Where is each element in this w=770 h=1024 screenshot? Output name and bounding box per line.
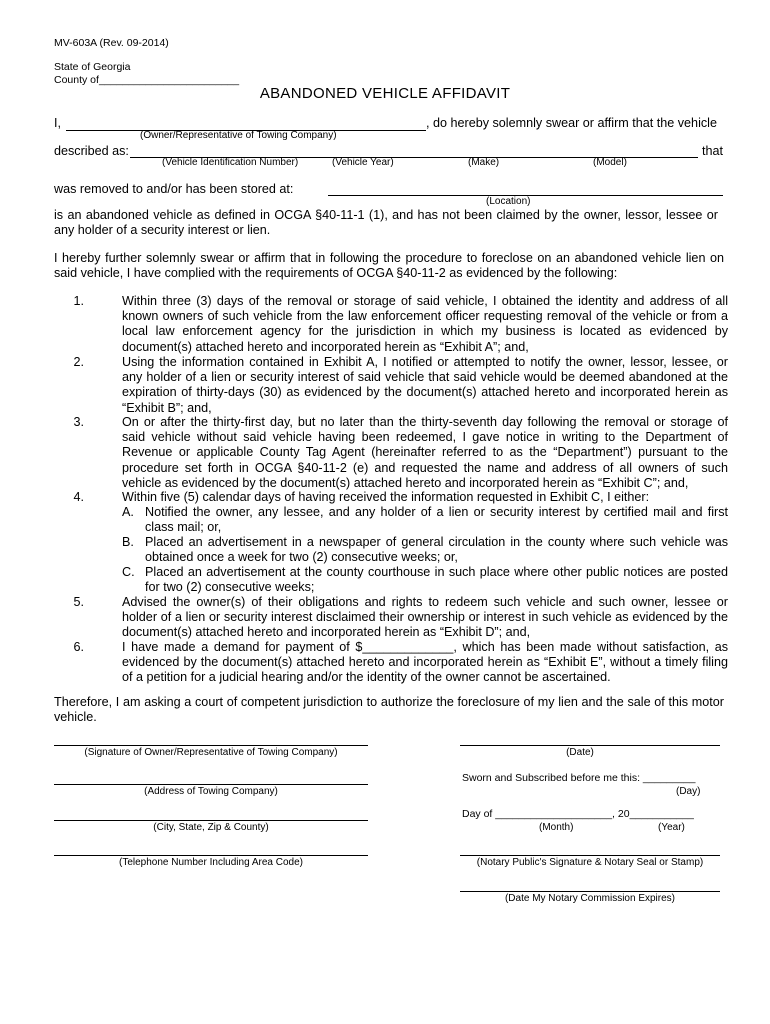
item-3-text: On or after the thirty-first day, but no later than the thirty-seventh day following the removal or storage of said vehicle without said vehicle having been redeemed, I gave notice in writing to the Department of Revenue or applicable County Tag Agent (hereinafter referred to as the “Department”) pursuant to the procedure set forth in OCGA §40-11-2 (e) and requested the name and address of all owners of such vehicle as evidenced by the document(s) attached hereto and incorporated herein as “Exhibit C”; and,: [122, 415, 728, 490]
item-3-number: 3.: [73, 415, 84, 429]
owner-signature-field[interactable]: [54, 745, 368, 746]
page-title: ABANDONED VEHICLE AFFIDAVIT: [259, 85, 511, 102]
item-2-number: 2.: [73, 355, 84, 369]
model-caption: (Model): [593, 157, 627, 168]
item-4-number: 4.: [73, 490, 84, 504]
described-as-label: described as:: [54, 144, 129, 158]
owner-caption: (Owner/Representative of Towing Company): [140, 130, 337, 141]
abandoned-paragraph: is an abandoned vehicle as defined in OCGA §40-11-1 (1), and has not been claimed by the owner, lessor, lessee or any holder of a security interest or lien.: [54, 208, 718, 238]
subitem-b: B. Placed an advertisement in a newspaper of general circulation in the county where such vehicle was obtained once a week for two (2) consecutive weeks; or,: [122, 535, 728, 565]
date-field[interactable]: [460, 745, 720, 746]
i-label: I,: [54, 116, 61, 130]
city-field[interactable]: [54, 820, 368, 821]
date-caption: (Date): [566, 747, 594, 758]
swear-text: , do hereby solemnly swear or affirm that the vehicle: [426, 116, 717, 130]
notary-signature-field[interactable]: [460, 855, 720, 856]
county-field[interactable]: County of________________________: [54, 74, 240, 86]
month-caption: (Month): [539, 822, 574, 833]
city-caption: (City, State, Zip & County): [153, 822, 269, 833]
therefore-paragraph: Therefore, I am asking a court of competent jurisdiction to authorize the foreclosure of my lien and the sale of this motor vehicle.: [54, 695, 724, 725]
address-caption: (Address of Towing Company): [144, 786, 278, 797]
day-of-field[interactable]: Day of ____________________, 20___________: [462, 808, 694, 820]
state-label: State of Georgia: [54, 61, 131, 73]
vin-caption: (Vehicle Identification Number): [162, 157, 299, 168]
location-caption: (Location): [486, 196, 531, 207]
commission-field[interactable]: [460, 891, 720, 892]
item-6-text: I have made a demand for payment of $_____________, which has been made without satisfaction, as evidenced by the document(s) attached hereto and incorporated herein as “Exhibit E”, without a timely filing of a petition for a judicial hearing and/or the identity of the owner cannot be ascertained.: [122, 640, 728, 685]
day-caption: (Day): [676, 786, 701, 797]
form-number: MV-603A (Rev. 09-2014): [54, 37, 169, 49]
item-1-number: 1.: [73, 294, 84, 308]
year-caption-notary: (Year): [658, 822, 685, 833]
commission-caption: (Date My Notary Commission Expires): [504, 893, 676, 904]
item-6-number: 6.: [73, 640, 84, 654]
sworn-text[interactable]: Sworn and Subscribed before me this: _________: [462, 772, 696, 784]
item-4-text: Within five (5) calendar days of having received the information requested in Exhibit C, I either:: [122, 490, 650, 504]
subitem-c: C. Placed an advertisement at the county courthouse in such place where other public notices are posted for two (2) consecutive weeks;: [122, 565, 728, 595]
further-paragraph: I hereby further solemnly swear or affirm that in following the procedure to foreclose on an abandoned vehicle lien on said vehicle, I have complied with the requirements of OCGA §40-11-2 as evidenced by the following:: [54, 251, 724, 281]
phone-field[interactable]: [54, 855, 368, 856]
owner-signature-caption: (Signature of Owner/Representative of Towing Company): [84, 747, 338, 758]
subitem-a: A. Notified the owner, any lessee, and any holder of a lien or security interest by certified mail and first class mail; or,: [122, 505, 728, 535]
address-field[interactable]: [54, 784, 368, 785]
item-5-text: Advised the owner(s) of their obligations and rights to redeem such vehicle and such owner, lessee or holder of a lien or security interest disclaimed their ownership or interest in such vehicle as evidenced by the document(s) attached hereto and incorporated herein as “Exhibit D”; and,: [122, 595, 728, 640]
item-1-text: Within three (3) days of the removal or storage of said vehicle, I obtained the identity and address of all known owners of such vehicle from the law enforcement officer requesting removal of the vehicle or from a local law enforcement agency for the jurisdiction in which my business is located as evidenced by document(s) attached hereto and incorporated herein as “Exhibit A”; and,: [122, 294, 728, 354]
make-caption: (Make): [468, 157, 500, 168]
item-2-text: Using the information contained in Exhibit A, I notified or attempted to notify the owner, lessor, lessee, or any holder of a lien or security interest of said vehicle that said vehicle would be deemed abandoned at the expiration of thirty-days (30) as evidenced by the document(s) attached hereto and incorporated herein as “Exhibit B”; and,: [122, 355, 728, 415]
year-caption: (Vehicle Year): [332, 157, 394, 168]
notary-signature-caption: (Notary Public's Signature & Notary Seal or Stamp): [476, 857, 704, 868]
that-label: that: [702, 144, 724, 158]
removed-text: was removed to and/or has been stored at:: [54, 182, 294, 196]
phone-caption: (Telephone Number Including Area Code): [119, 857, 303, 868]
item-5-number: 5.: [73, 595, 84, 609]
